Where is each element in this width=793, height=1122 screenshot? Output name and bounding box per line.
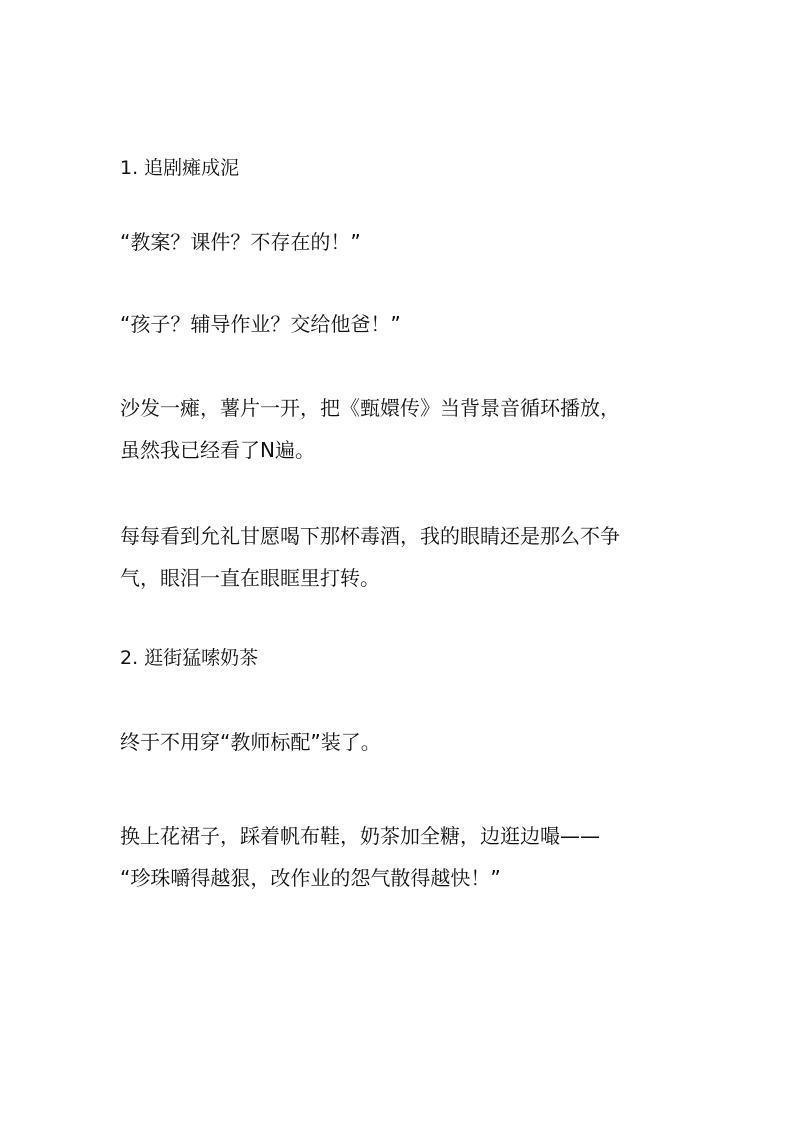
paragraph-tears [120,515,680,599]
paragraph-teacher-outfit [120,721,680,763]
paragraph-line: 虽然我已经看了N遍。 [120,438,315,462]
section-heading-2: 2. 逛街猛嗦奶茶 [120,647,259,669]
paragraph-line: “珍珠嚼得越狠，改作业的怨气散得越快！” [120,866,501,890]
quote-lesson-plans: “教案？课件？不存在的！” [120,230,361,254]
paragraph-sofa [120,387,680,471]
paragraph-line: 换上花裙子，踩着帆布鞋，奶茶加全糖，边逛边嘬—— [120,824,600,848]
paragraph-milk-tea [120,815,680,899]
quote-children-homework: “孩子？辅导作业？交给他爸！” [120,312,401,336]
paragraph-line: 沙发一瘫，薯片一开，把《甄嬛传》当背景音循环播放， [120,396,620,420]
paragraph-line: 终于不用穿“教师标配”装了。 [120,730,381,754]
article-body [120,153,680,941]
section-heading-1: 1. 追剧瘫成泥 [120,157,240,179]
paragraph-line: 每每看到允礼甘愿喝下那杯毒酒，我的眼睛还是那么不争 [120,524,620,548]
paragraph-line: 气，眼泪一直在眼眶里打转。 [120,566,380,590]
